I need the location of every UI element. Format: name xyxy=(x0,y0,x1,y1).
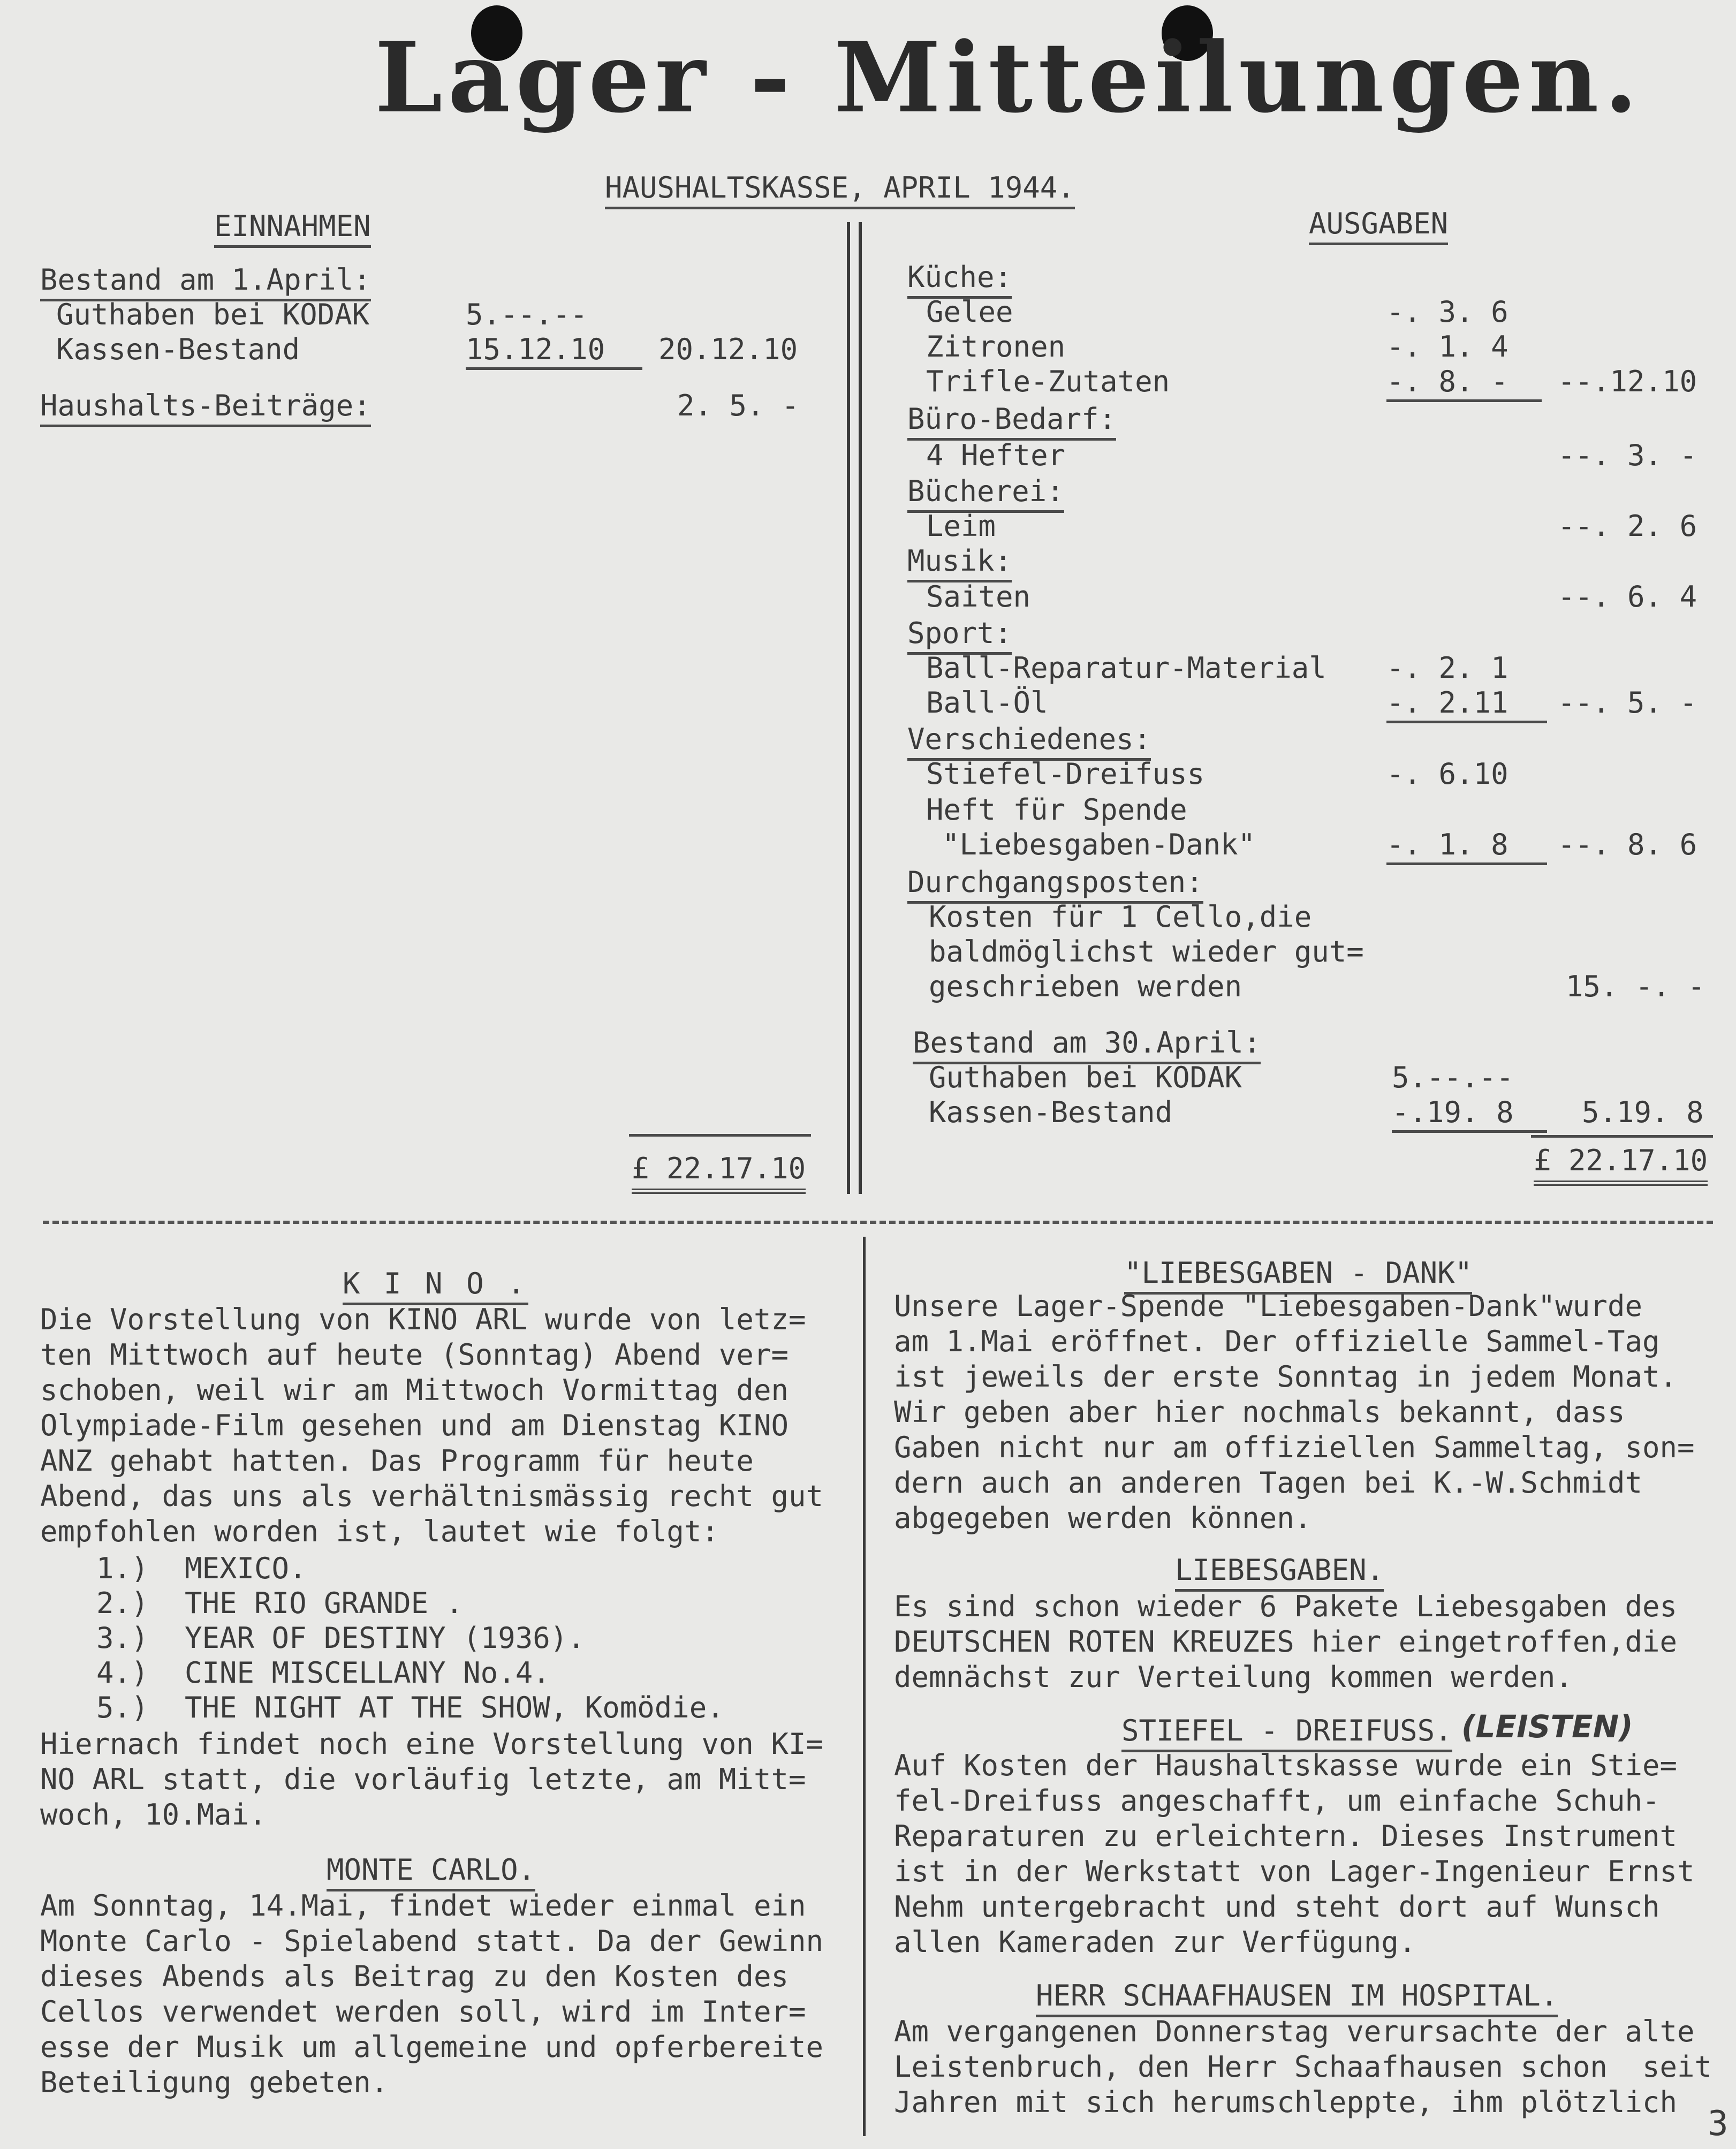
liebesgaben-dank-heading: "LIEBESGABEN - DANK" xyxy=(1124,1255,1472,1295)
document-title: Lager - Mitteilungen. xyxy=(375,21,1643,134)
einnahmen-kasse-value: 15.12.10 xyxy=(466,332,642,370)
ausgaben-kueche: Küche: xyxy=(907,260,1012,299)
ausgaben-hefter: 4 Hefter xyxy=(926,438,1066,472)
stiefel-paragraph: Auf Kosten der Haushaltskasse wurde ein Stie= fel-Dreifuss angeschafft, um einfache Schuh- Reparaturen zu erleichtern. Dieses Instrument ist in der Werkstatt von Lager-Ingenieur Ernst Nehm untergebracht und steht dort auf Wunsch allen Kameraden zur Verfügung. xyxy=(894,1749,1695,1959)
ausgaben-sport: Sport: xyxy=(907,616,1012,655)
ausgaben-buecherei: Bücherei: xyxy=(907,474,1064,513)
ausgaben-bestand30-total: 5.19. 8 xyxy=(1582,1095,1704,1129)
kino-item-title: CINE MISCELLANY No.4. xyxy=(185,1656,550,1690)
ausgaben-gelee: Gelee xyxy=(926,295,1013,329)
einnahmen-beitraege-label: Haushalts-Beiträge: xyxy=(40,388,371,427)
ausgaben-durchgangsposten: Durchgangsposten: xyxy=(907,865,1203,904)
ausgaben-heft-line2: "Liebesgaben-Dank" xyxy=(942,828,1256,861)
ausgaben-verschiedenes: Verschiedenes: xyxy=(907,722,1151,761)
ausgaben-musik: Musik: xyxy=(907,543,1012,582)
ausgaben-sport-total: --. 5. - xyxy=(1558,686,1697,720)
einnahmen-guthaben-value: 5.--.-- xyxy=(466,298,588,331)
einnahmen-sum-line xyxy=(629,1134,811,1137)
ausgaben-heading: AUSGABEN xyxy=(1309,206,1448,245)
hospital-heading: HERR SCHAAFHAUSEN IM HOSPITAL. xyxy=(1036,1978,1558,2017)
ausgaben-gelee-value: -. 3. 6 xyxy=(1386,295,1508,329)
ausgaben-guthaben30: Guthaben bei KODAK xyxy=(929,1061,1242,1094)
kino-item-title: THE NIGHT AT THE SHOW, Komödie. xyxy=(185,1691,724,1724)
section-separator xyxy=(43,1221,1713,1224)
einnahmen-kasse-label: Kassen-Bestand xyxy=(56,332,300,366)
ausgaben-trifle: Trifle-Zutaten xyxy=(926,365,1170,398)
hospital-paragraph: Am vergangenen Donnerstag verursachte der alte Leistenbruch, den Herr Schaafhausen schon seit Jahren mit sich herumschleppte, ihm plötzlich xyxy=(894,2015,1712,2119)
kino-item-number: 5.) xyxy=(96,1691,149,1724)
liebesgaben-dank-paragraph: Unsere Lager-Spende "Liebesgaben-Dank"wurde am 1.Mai eröffnet. Der offizielle Sammel-Tag ist jeweils der erste Sonntag in jedem Monat. Wir geben aber hier nochmals bekannt, dass Gaben nicht nur am offiziellen Sammeltag, son= dern auch an anderen Tagen bei K.-W.Schmidt abgegeben werden können. xyxy=(894,1289,1695,1535)
ausgaben-stiefel: Stiefel-Dreifuss xyxy=(926,757,1205,791)
einnahmen-total: £ 22.17.10 xyxy=(632,1151,806,1194)
einnahmen-bestand-total: 20.12.10 xyxy=(658,332,798,366)
ausgaben-ball-rep-value: -. 2. 1 xyxy=(1386,651,1508,685)
lower-divider-rule xyxy=(863,1237,866,2136)
ausgaben-buero: Büro-Bedarf: xyxy=(907,402,1116,441)
page-number: 3 xyxy=(1708,2104,1729,2144)
kino-item-number: 3.) xyxy=(96,1621,149,1655)
divider-rule-1 xyxy=(847,222,850,1194)
ausgaben-ball-oel-value: -. 2.11 xyxy=(1386,685,1547,723)
ausgaben-kasse30: Kassen-Bestand xyxy=(929,1095,1173,1129)
ausgaben-hefter-total: --. 3. - xyxy=(1558,438,1697,472)
ausgaben-ball-oel: Ball-Öl xyxy=(926,686,1048,720)
ausgaben-bestand30: Bestand am 30.April: xyxy=(913,1025,1261,1064)
ausgaben-zitronen-value: -. 1. 4 xyxy=(1386,330,1508,364)
kino-item-number: 4.) xyxy=(96,1656,149,1690)
einnahmen-beitraege-value: 2. 5. - xyxy=(677,389,799,422)
ausgaben-zitronen: Zitronen xyxy=(926,330,1066,364)
ausgaben-kosten-line2: baldmöglichst wieder gut= xyxy=(929,935,1364,968)
kino-item-number: 1.) xyxy=(96,1552,149,1585)
kino-heading: K I N O . xyxy=(343,1266,528,1305)
ausgaben-kosten-line3: geschrieben werden xyxy=(929,970,1242,1003)
ausgaben-leim-total: --. 2. 6 xyxy=(1558,509,1697,543)
stiefel-heading: STIEFEL - DREIFUSS. xyxy=(1121,1713,1452,1752)
einnahmen-bestand-label: Bestand am 1.April: xyxy=(40,262,371,301)
kino-item-title: MEXICO. xyxy=(185,1552,307,1585)
monte-carlo-paragraph: Am Sonntag, 14.Mai, findet wieder einmal ein Monte Carlo - Spielabend statt. Da der Gewinn dieses Abends als Beitrag zu den Kosten des Cellos verwendet werden soll, wird im Inter= esse der Musik um allgemeine und opferbereite Beteiligung gebeten. xyxy=(40,1889,823,2099)
kino-item-title: THE RIO GRANDE . xyxy=(185,1586,464,1620)
ausgaben-sum-line xyxy=(1531,1135,1713,1138)
einnahmen-heading: EINNAHMEN xyxy=(214,209,371,248)
ausgaben-stiefel-value: -. 6.10 xyxy=(1386,757,1508,791)
ausgaben-kosten-line1: Kosten für 1 Cello,die xyxy=(929,900,1312,934)
liebesgaben-paragraph: Es sind schon wieder 6 Pakete Liebesgaben des DEUTSCHEN ROTEN KREUZES hier eingetroffen,die demnächst zur Verteilung kommen werden. xyxy=(894,1590,1677,1694)
ausgaben-leim: Leim xyxy=(926,509,996,543)
ausgaben-trifle-value: -. 8. - xyxy=(1386,364,1542,402)
ausgaben-verschiedenes-total: --. 8. 6 xyxy=(1558,828,1697,861)
ausgaben-saiten-total: --. 6. 4 xyxy=(1558,580,1697,614)
divider-rule-2 xyxy=(859,222,862,1194)
ausgaben-kueche-total: --.12.10 xyxy=(1558,365,1697,398)
stiefel-handwritten-note: (LEISTEN) xyxy=(1461,1708,1633,1745)
ausgaben-guthaben30-value: 5.--.-- xyxy=(1392,1061,1514,1094)
ausgaben-kasse30-value: -.19. 8 xyxy=(1392,1095,1547,1133)
kino-paragraph-after: Hiernach findet noch eine Vorstellung von KI= NO ARL statt, die vorläufig letzte, am Mitt= woch, 10.Mai. xyxy=(40,1727,823,1832)
kino-paragraph: Die Vorstellung von KINO ARL wurde von letz= ten Mittwoch auf heute (Sonntag) Abend ver= schoben, weil wir am Mittwoch Vormittag den Olympiade-Film gesehen und am Dienstag KINO ANZ gehabt hatten. Das Programm für heute Abend, das uns als verhältnismässig recht gut empfohlen worden ist, lautet wie folgt: xyxy=(40,1303,823,1548)
ausgaben-heft-line1: Heft für Spende xyxy=(926,793,1187,827)
ausgaben-ball-rep: Ball-Reparatur-Material xyxy=(926,651,1326,685)
ausgaben-total: £ 22.17.10 xyxy=(1534,1143,1708,1186)
kino-item-title: YEAR OF DESTINY (1936). xyxy=(185,1621,585,1655)
einnahmen-guthaben-label: Guthaben bei KODAK xyxy=(56,298,370,331)
ausgaben-heft-value: -. 1. 8 xyxy=(1386,827,1547,865)
ausgaben-kosten-total: 15. -. - xyxy=(1566,970,1705,1003)
kino-item-number: 2.) xyxy=(96,1586,149,1620)
ledger-header: HAUSHALTSKASSE, APRIL 1944. xyxy=(605,170,1075,209)
ausgaben-saiten: Saiten xyxy=(926,580,1031,614)
monte-carlo-heading: MONTE CARLO. xyxy=(327,1852,535,1891)
liebesgaben-heading: LIEBESGABEN. xyxy=(1175,1553,1384,1592)
